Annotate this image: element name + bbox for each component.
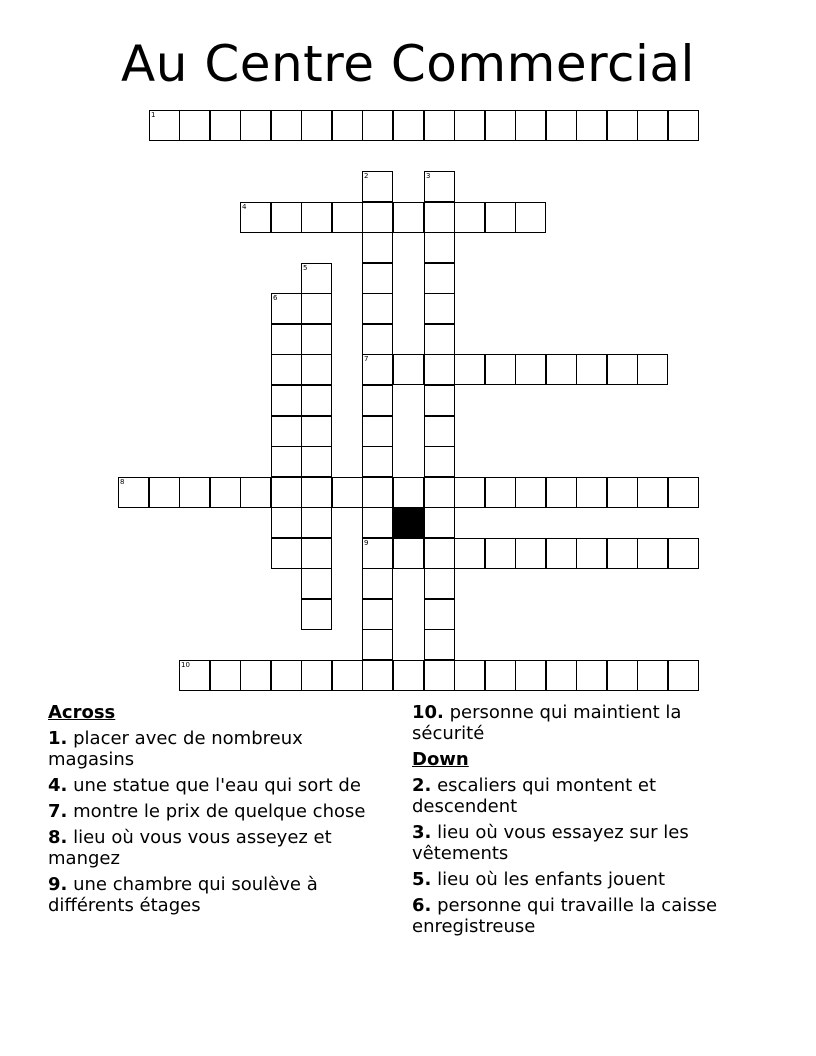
grid-cell[interactable] bbox=[301, 568, 332, 599]
down-heading: Down bbox=[412, 749, 469, 770]
grid-cell[interactable] bbox=[546, 538, 577, 569]
grid-cell[interactable] bbox=[362, 263, 393, 294]
grid-cell[interactable] bbox=[668, 110, 699, 141]
grid-cell[interactable] bbox=[515, 538, 546, 569]
grid-cell[interactable] bbox=[424, 202, 455, 233]
grid-cell[interactable] bbox=[515, 477, 546, 508]
grid-cell[interactable] bbox=[149, 477, 180, 508]
grid-cell[interactable] bbox=[424, 385, 455, 416]
grid-cell[interactable] bbox=[454, 660, 485, 691]
grid-cell[interactable] bbox=[301, 202, 332, 233]
grid-cell[interactable] bbox=[362, 354, 393, 385]
clue-number-label: 4 bbox=[242, 203, 247, 211]
clue-number-label: 10 bbox=[181, 661, 190, 669]
grid-cell[interactable] bbox=[301, 599, 332, 630]
grid-cell[interactable] bbox=[485, 477, 516, 508]
grid-cell[interactable] bbox=[393, 477, 424, 508]
grid-cell[interactable] bbox=[362, 538, 393, 569]
grid-cell[interactable] bbox=[515, 660, 546, 691]
grid-cell[interactable] bbox=[393, 202, 424, 233]
grid-cell[interactable] bbox=[637, 354, 668, 385]
grid-cell[interactable] bbox=[393, 354, 424, 385]
grid-cell[interactable] bbox=[485, 202, 516, 233]
grid-cell[interactable] bbox=[301, 416, 332, 447]
grid-cell[interactable] bbox=[485, 660, 516, 691]
grid-cell[interactable] bbox=[332, 202, 363, 233]
grid-cell[interactable] bbox=[424, 293, 455, 324]
page-title: Au Centre Commercial bbox=[121, 35, 695, 93]
grid-cell[interactable] bbox=[362, 568, 393, 599]
clue-across-1: 1. placer avec de nombreux magasins bbox=[48, 728, 303, 770]
grid-cell[interactable] bbox=[271, 446, 302, 477]
grid-cell[interactable] bbox=[454, 354, 485, 385]
grid-cell[interactable] bbox=[210, 110, 241, 141]
grid-cell[interactable] bbox=[301, 477, 332, 508]
grid-cell[interactable] bbox=[210, 477, 241, 508]
grid-cell[interactable] bbox=[515, 354, 546, 385]
clue-number-label: 6 bbox=[273, 294, 278, 302]
grid-cell[interactable] bbox=[271, 110, 302, 141]
grid-cell[interactable] bbox=[424, 538, 455, 569]
grid-cell[interactable] bbox=[576, 354, 607, 385]
grid-cell[interactable] bbox=[332, 660, 363, 691]
grid-cell[interactable] bbox=[271, 202, 302, 233]
grid-cell[interactable] bbox=[362, 202, 393, 233]
grid-cell[interactable] bbox=[301, 263, 332, 294]
grid-cell[interactable] bbox=[546, 477, 577, 508]
grid-cell[interactable] bbox=[301, 293, 332, 324]
grid-cell[interactable] bbox=[362, 324, 393, 355]
grid-cell[interactable] bbox=[118, 477, 149, 508]
grid-cell[interactable] bbox=[485, 110, 516, 141]
clue-across-7: 7. montre le prix de quelque chose bbox=[48, 801, 366, 822]
grid-cell[interactable] bbox=[301, 538, 332, 569]
grid-cell[interactable] bbox=[362, 599, 393, 630]
grid-cell[interactable] bbox=[362, 385, 393, 416]
grid-cell[interactable] bbox=[424, 110, 455, 141]
grid-cell[interactable] bbox=[240, 202, 271, 233]
clue-number-label: 2 bbox=[364, 172, 369, 180]
clue-down-6: 6. personne qui travaille la caisse enregistreuse bbox=[412, 895, 718, 937]
grid-cell[interactable] bbox=[271, 293, 302, 324]
grid-cell[interactable] bbox=[668, 660, 699, 691]
grid-cell[interactable] bbox=[454, 202, 485, 233]
grid-cell[interactable] bbox=[424, 660, 455, 691]
grid-cell[interactable] bbox=[454, 538, 485, 569]
grid-cell[interactable] bbox=[424, 507, 455, 538]
grid-cell[interactable] bbox=[362, 446, 393, 477]
grid-cell[interactable] bbox=[332, 110, 363, 141]
grid-cell[interactable] bbox=[454, 477, 485, 508]
grid-cell[interactable] bbox=[424, 416, 455, 447]
clue-across-10: 10. personne qui maintient la sécurité bbox=[412, 702, 682, 744]
grid-cell[interactable] bbox=[362, 477, 393, 508]
grid-cell[interactable] bbox=[271, 385, 302, 416]
grid-cell[interactable] bbox=[362, 232, 393, 263]
across-heading: Across bbox=[48, 702, 116, 723]
grid-cell[interactable] bbox=[240, 660, 271, 691]
grid-cell[interactable] bbox=[424, 477, 455, 508]
grid-cell[interactable] bbox=[393, 660, 424, 691]
grid-cell[interactable] bbox=[424, 324, 455, 355]
grid-cell[interactable] bbox=[271, 507, 302, 538]
clue-across-4: 4. une statue que l'eau qui sort de bbox=[48, 775, 361, 796]
grid-cell[interactable] bbox=[485, 538, 516, 569]
grid-cell[interactable] bbox=[301, 354, 332, 385]
grid-cell[interactable] bbox=[424, 171, 455, 202]
grid-cell[interactable] bbox=[637, 110, 668, 141]
grid-cell[interactable] bbox=[240, 110, 271, 141]
grid-cell[interactable] bbox=[424, 629, 455, 660]
grid-cell[interactable] bbox=[179, 477, 210, 508]
grid-cell[interactable] bbox=[515, 202, 546, 233]
grid-cell[interactable] bbox=[301, 507, 332, 538]
grid-cell[interactable] bbox=[362, 293, 393, 324]
clues-left-column bbox=[48, 702, 393, 921]
clue-number-label: 5 bbox=[303, 264, 308, 272]
grid-cell[interactable] bbox=[546, 354, 577, 385]
grid-cell[interactable] bbox=[362, 416, 393, 447]
grid-cell[interactable] bbox=[424, 232, 455, 263]
grid-cell[interactable] bbox=[607, 660, 638, 691]
grid-cell[interactable] bbox=[485, 354, 516, 385]
grid-cell[interactable] bbox=[637, 538, 668, 569]
grid-cell[interactable] bbox=[362, 507, 393, 538]
clue-number-label: 1 bbox=[151, 111, 156, 119]
grid-cell[interactable] bbox=[362, 629, 393, 660]
clue-down-2: 2. escaliers qui montent et descendent bbox=[412, 775, 657, 817]
grid-cell[interactable] bbox=[546, 660, 577, 691]
grid-cell[interactable] bbox=[424, 599, 455, 630]
clue-number-label: 3 bbox=[426, 172, 431, 180]
black-square bbox=[393, 507, 424, 538]
grid-cell[interactable] bbox=[393, 110, 424, 141]
grid-cell[interactable] bbox=[668, 477, 699, 508]
clue-across-8: 8. lieu où vous vous asseyez et mangez bbox=[48, 827, 332, 869]
grid-cell[interactable] bbox=[301, 324, 332, 355]
grid-cell[interactable] bbox=[607, 110, 638, 141]
grid-cell[interactable] bbox=[424, 568, 455, 599]
grid-cell[interactable] bbox=[515, 110, 546, 141]
grid-cell[interactable] bbox=[271, 324, 302, 355]
grid-cell[interactable] bbox=[576, 110, 607, 141]
grid-cell[interactable] bbox=[607, 538, 638, 569]
grid-cell[interactable] bbox=[301, 446, 332, 477]
grid-cell[interactable] bbox=[576, 660, 607, 691]
grid-cell[interactable] bbox=[637, 660, 668, 691]
grid-cell[interactable] bbox=[179, 660, 210, 691]
grid-cell[interactable] bbox=[546, 110, 577, 141]
grid-cell[interactable] bbox=[332, 477, 363, 508]
grid-cell[interactable] bbox=[362, 660, 393, 691]
clue-down-5: 5. lieu où les enfants jouent bbox=[412, 869, 666, 890]
grid-cell[interactable] bbox=[301, 385, 332, 416]
grid-cell[interactable] bbox=[668, 538, 699, 569]
grid-cell[interactable] bbox=[576, 538, 607, 569]
grid-cell[interactable] bbox=[240, 477, 271, 508]
grid-cell[interactable] bbox=[393, 538, 424, 569]
grid-cell[interactable] bbox=[271, 538, 302, 569]
clue-number-label: 8 bbox=[120, 478, 125, 486]
grid-cell[interactable] bbox=[271, 416, 302, 447]
grid-cell[interactable] bbox=[424, 446, 455, 477]
grid-cell[interactable] bbox=[271, 660, 302, 691]
grid-cell[interactable] bbox=[607, 354, 638, 385]
grid-cell[interactable] bbox=[210, 660, 241, 691]
grid-cell[interactable] bbox=[607, 477, 638, 508]
grid-cell[interactable] bbox=[362, 171, 393, 202]
clue-down-3: 3. lieu où vous essayez sur les vêtements bbox=[412, 822, 689, 864]
grid-cell[interactable] bbox=[454, 110, 485, 141]
clues-right-column bbox=[412, 702, 757, 942]
grid-cell[interactable] bbox=[424, 354, 455, 385]
grid-cell[interactable] bbox=[637, 477, 668, 508]
grid-cell[interactable] bbox=[424, 263, 455, 294]
clue-number-label: 7 bbox=[364, 355, 369, 363]
grid-cell[interactable] bbox=[362, 110, 393, 141]
clue-across-9: 9. une chambre qui soulève à différents étages bbox=[48, 874, 318, 916]
grid-cell[interactable] bbox=[301, 660, 332, 691]
clue-number-label: 9 bbox=[364, 539, 369, 547]
grid-cell[interactable] bbox=[271, 477, 302, 508]
grid-cell[interactable] bbox=[179, 110, 210, 141]
grid-cell[interactable] bbox=[301, 110, 332, 141]
grid-cell[interactable] bbox=[149, 110, 180, 141]
grid-cell[interactable] bbox=[271, 354, 302, 385]
grid-cell[interactable] bbox=[576, 477, 607, 508]
